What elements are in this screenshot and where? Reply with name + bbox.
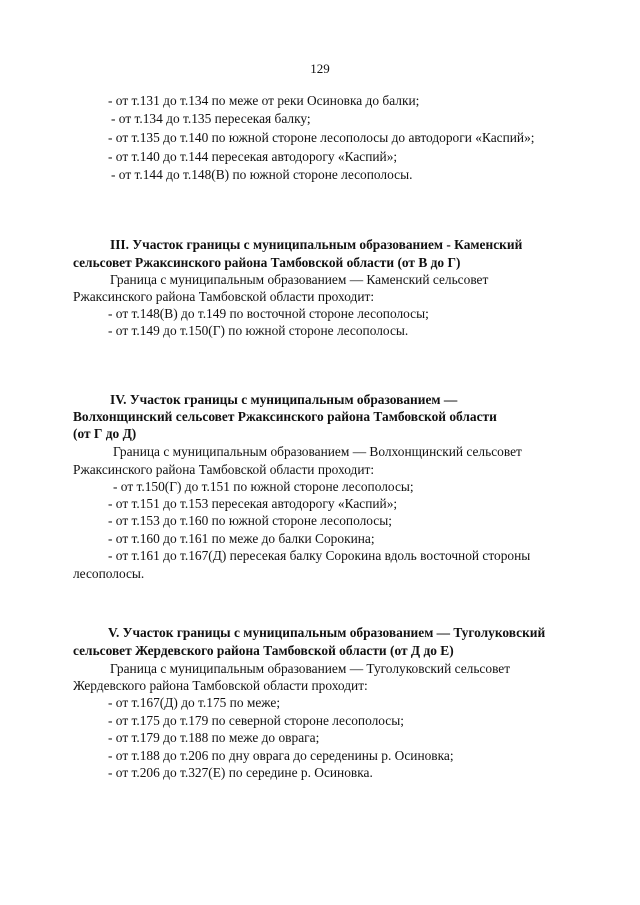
list-item: - от т.160 до т.161 по меже до балки Сорокина; (108, 531, 375, 546)
list-item: - от т.151 до т.153 пересекая автодорогу «Каспий»; (108, 496, 398, 511)
list-item: - от т.175 до т.179 по северной стороне лесополосы; (108, 713, 404, 728)
paragraph-line: лесополосы. (73, 566, 145, 581)
list-item: - от т.140 до т.144 пересекая автодорогу «Каспий»; (108, 149, 398, 164)
list-item: - от т.144 до т.148(В) по южной стороне лесополосы. (111, 167, 413, 182)
paragraph-line: Граница с муниципальным образованием — Каменский сельсовет (110, 272, 489, 287)
list-item: - от т.135 до т.140 по южной стороне лесополосы до автодороги «Каспий»; (108, 130, 535, 145)
paragraph-line: Граница с муниципальным образованием — Туголуковский сельсовет (110, 661, 511, 676)
list-item: - от т.149 до т.150(Г) по южной стороне лесополосы. (108, 323, 409, 338)
paragraph-line: Жердевского района Тамбовской области проходит: (73, 678, 368, 693)
section-heading: V. Участок границы с муниципальным образованием — Туголуковский (108, 625, 546, 640)
section-heading: Волхонщинский сельсовет Ржаксинского района Тамбовской области (73, 409, 497, 424)
paragraph-line: Ржаксинского района Тамбовской области проходит: (73, 289, 375, 304)
paragraph-line: Ржаксинского района Тамбовской области проходит: (73, 462, 375, 477)
list-item: - от т.153 до т.160 по южной стороне лесополосы; (108, 513, 392, 528)
list-item: - от т.134 до т.135 пересекая балку; (111, 111, 311, 126)
section-heading: III. Участок границы с муниципальным образованием - Каменский (110, 237, 523, 252)
list-item: - от т.148(В) до т.149 по восточной стороне лесополосы; (108, 306, 429, 321)
section-heading: сельсовет Жердевского района Тамбовской области (от Д до Е) (73, 643, 454, 658)
list-item: - от т.161 до т.167(Д) пересекая балку Сорокина вдоль восточной стороны (108, 548, 531, 563)
list-item: - от т.131 до т.134 по меже от реки Осиновка до балки; (108, 93, 420, 108)
section-heading: IV. Участок границы с муниципальным образованием — (110, 392, 458, 407)
list-item: - от т.167(Д) до т.175 по меже; (108, 695, 281, 710)
list-item: - от т.188 до т.206 по дну оврага до середенины р. Осиновка; (108, 748, 454, 763)
page-number: 129 (310, 61, 330, 76)
list-item: - от т.206 до т.327(Е) по середине р. Осиновка. (108, 765, 373, 780)
list-item: - от т.179 до т.188 по меже до оврага; (108, 730, 320, 745)
list-item: - от т.150(Г) до т.151 по южной стороне лесополосы; (113, 479, 414, 494)
paragraph-line: Граница с муниципальным образованием — Волхонщинский сельсовет (113, 444, 522, 459)
section-heading: (от Г до Д) (73, 426, 137, 441)
section-heading: сельсовет Ржаксинского района Тамбовской области (от В до Г) (73, 255, 461, 270)
